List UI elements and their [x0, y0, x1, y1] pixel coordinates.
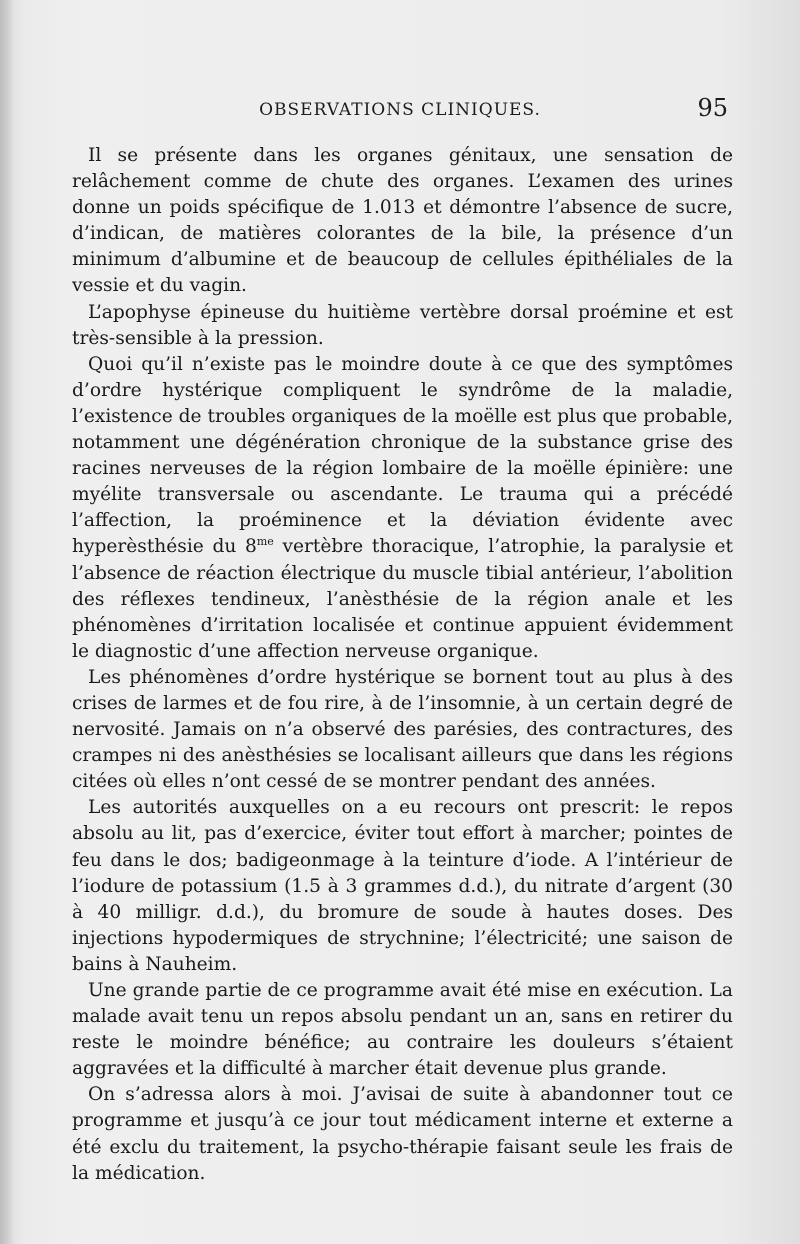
paragraph-1: Il se présente dans les organes génitaux, une sensation de relâchement comme de chute des organes. L’examen des urines donne un poids spécifique de 1.013 et démontre l’absence de sucre, d’indican, de matières colorantes de la bile, la présence d’un minimum d’albumine et de beaucoup de cellules épithéliales de la vessie et du vagin.: [72, 145, 733, 297]
paragraph-6: Une grande partie de ce programme avait été mise en exécution. La malade avait tenu un repos absolu pendant un an, sans en retirer du reste le moindre bénéfice; au contraire les douleurs s’étaient aggravées et la difficulté à marcher était devenue plus grande.: [72, 980, 733, 1080]
body-text: [72, 143, 733, 1187]
page-number: 95: [697, 94, 728, 122]
paragraph-3-part-1: Quoi qu’il n’existe pas le moindre doute à ce que des symptômes d’ordre hystérique compliquent le syndrôme de la maladie, l’existence de troubles organiques de la moëlle est plus que probable, notamment une dégénération chronique de la substance grise des racines nerveuses de la région lombaire de la moëlle épinière: une myélite transversale ou ascendante. Le trauma qui a précédé l’affection, la proéminence et la déviation évidente avec hyperèsthésie du 8: [72, 353, 733, 558]
paragraph-3-part-2: vertèbre thoracique, l’atrophie, la paralysie et l’absence de réaction électrique du muscle tibial antérieur, l’abolition des réflexes tendineux, l’anèsthésie de la région anale et les phénomènes d’irritation localisée et continue appuient évidemment le diagnostic d’une affection nerveuse organique.: [72, 536, 733, 662]
paragraph-2: L’apophyse épineuse du huitième vertèbre dorsal proémine et est très-sensible à la pression.: [72, 301, 733, 349]
paragraph-7: On s’adressa alors à moi. J’avisai de suite à abandonner tout ce programme et jusqu’à ce jour tout médicament interne et externe a été exclu du traitement, la psycho-thérapie faisant seule les frais de la médication.: [72, 1084, 733, 1184]
paragraph-4: Les phénomènes d’ordre hystérique se bornent tout au plus à des crises de larmes et de fou rire, à de l’insomnie, à un certain degré de nervosité. Jamais on n’a observé des parésies, des contractures, des crampes ni des anèsthésies se localisant ailleurs que dans les régions citées où elles n’ont cessé de se montrer pendant des années.: [72, 666, 733, 793]
page-header: [72, 96, 728, 132]
running-head: OBSERVATIONS CLINIQUES.: [259, 100, 541, 120]
paragraph-3: [72, 352, 733, 665]
paragraph-5: Les autorités auxquelles on a eu recours ont prescrit: le repos absolu au lit, pas d’exercice, éviter tout effort à marcher; pointes de feu dans le dos; badigeonmage à la teinture d’iode. A l’intérieur de l’iodure de potassium (1.5 à 3 grammes d.d.), du nitrate d’argent (30 à 40 milligr. d.d.), du bromure de soude à hautes doses. Des injections hypodermiques de strychnine; l’électricité; une saison de bains à Nauheim.: [72, 797, 733, 975]
page-gutter-shadow: [0, 0, 14, 1244]
ordinal-superscript: me: [256, 535, 274, 549]
